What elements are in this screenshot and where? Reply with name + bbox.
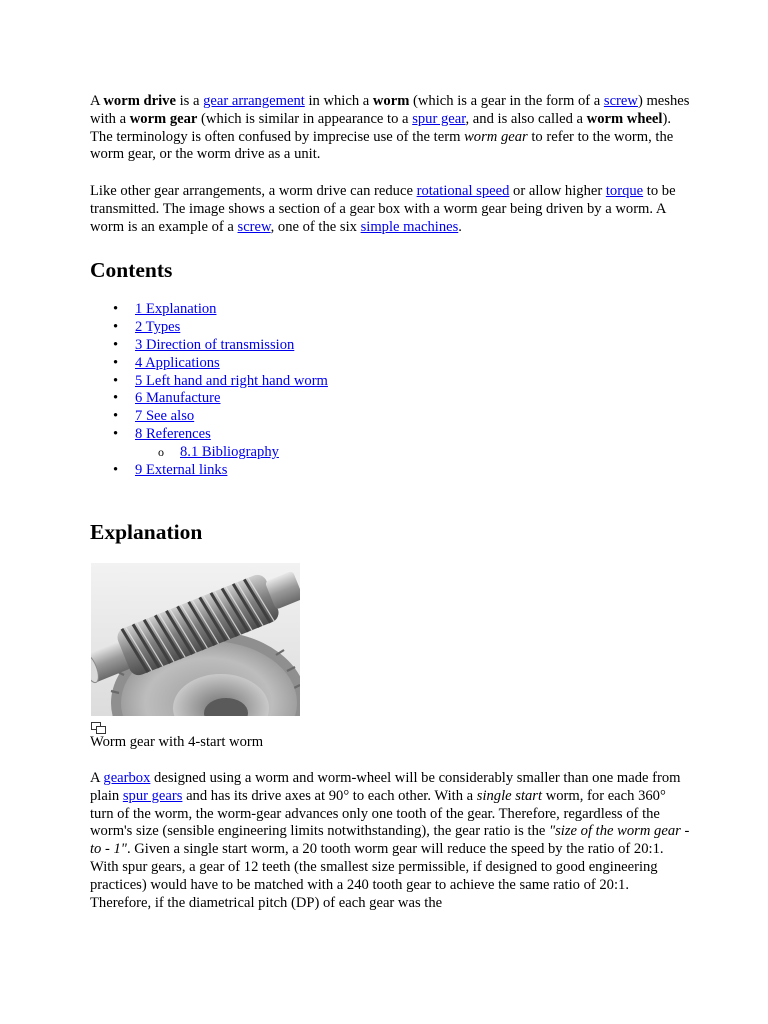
toc-item	[90, 355, 490, 373]
toc-item	[90, 319, 490, 337]
worm-gear-image	[91, 563, 300, 716]
bold-term: worm gear	[129, 110, 198, 127]
bullet-icon: •	[113, 390, 119, 407]
bullet-icon: •	[113, 336, 119, 353]
text-run: A	[90, 770, 104, 786]
toc-item	[90, 337, 490, 355]
text-run: . Given a single start worm, a 20 tooth worm gear will reduce the speed by the ratio of 20:1. With spur gears, a gear of 12 teeth (the smallest size permissible, if designed to good engineering practices) would have to be matched with a 240 tooth gear to achieve the same ratio of 20:1. Therefore, if the diametrical pitch (DP) of each gear was the	[90, 841, 664, 911]
explanation-paragraph-1	[90, 770, 690, 912]
toc-item	[90, 426, 490, 444]
magnify-icon[interactable]	[91, 722, 106, 734]
bullet-icon: •	[113, 372, 119, 389]
text-run: designed using a worm and worm-wheel will be considerably smaller than one made from plain	[90, 770, 681, 804]
bullet-icon: •	[113, 408, 119, 425]
toc-link[interactable]: 4 Applications	[135, 354, 220, 371]
toc-link[interactable]: 9 External links	[135, 462, 228, 479]
toc-link[interactable]: 1 Explanation	[135, 301, 217, 317]
text-run: ). The terminology is often confused by imprecise use of the term	[90, 110, 671, 145]
toc-item	[90, 390, 490, 408]
text-run: .	[458, 218, 462, 235]
text-run: worm, for each 360° turn of the worm, the worm-gear advances only one tooth of the gear. Therefore, regardless of the worm's size (sensible engineering limits notwithstanding), the gear ratio is the	[90, 787, 666, 840]
inline-link[interactable]: simple machines	[360, 218, 459, 235]
intro-paragraph-2	[90, 183, 690, 236]
toc-link[interactable]: 5 Left hand and right hand worm	[135, 372, 328, 389]
toc-link[interactable]: 8.1 Bibliography	[180, 444, 279, 461]
bullet-icon: •	[113, 354, 119, 371]
toc-item	[90, 462, 490, 480]
italic-term: "size of the worm gear - to - 1"	[90, 823, 690, 858]
text-run: , one of the six	[270, 218, 361, 235]
toc-link[interactable]: 3 Direction of transmission	[135, 336, 295, 353]
text-run: , and is also called a	[465, 110, 587, 127]
toc-link[interactable]: 6 Manufacture	[135, 390, 221, 407]
bullet-icon: •	[113, 426, 119, 443]
toc-item	[90, 301, 490, 319]
text-run: (which is similar in appearance to a	[197, 110, 413, 127]
inline-link[interactable]: screw	[237, 218, 271, 235]
toc-link[interactable]: 8 References	[135, 426, 211, 443]
inline-link[interactable]: torque	[605, 183, 644, 199]
italic-term: single start	[476, 787, 543, 804]
toc-item	[90, 408, 490, 426]
bold-term: worm drive	[103, 93, 176, 109]
image-caption: Worm gear with 4-start worm	[90, 734, 264, 750]
text-run: to refer to the worm, the worm gear, or the worm drive as a unit.	[90, 128, 674, 163]
bold-term: worm wheel	[586, 110, 663, 127]
inline-link[interactable]: spur gear	[412, 110, 466, 127]
text-run: (which is a gear in the form of a	[409, 93, 604, 109]
toc-item	[90, 444, 490, 462]
bullet-icon: •	[113, 462, 119, 479]
explanation-heading: Explanation	[90, 520, 203, 544]
inline-link[interactable]: gear arrangement	[203, 93, 305, 109]
toc-link[interactable]: 2 Types	[135, 318, 181, 335]
contents-heading: Contents	[90, 258, 173, 282]
text-run: is a	[175, 93, 204, 109]
text-run: or allow higher	[509, 183, 606, 199]
inline-link[interactable]: screw	[603, 93, 638, 109]
toc-item	[90, 373, 490, 391]
inline-link[interactable]: rotational speed	[416, 183, 510, 199]
text-run: ) meshes with a	[90, 93, 690, 127]
italic-term: worm gear	[464, 128, 528, 145]
text-run: A	[90, 93, 104, 109]
bullet-icon: •	[113, 301, 119, 317]
bullet-icon: •	[113, 318, 119, 335]
table-of-contents	[90, 301, 490, 480]
bullet-icon: o	[158, 445, 164, 460]
text-run: Like other gear arrangements, a worm drive can reduce	[90, 183, 417, 199]
intro-paragraph-1	[90, 93, 690, 164]
inline-link[interactable]: spur gears	[122, 787, 183, 804]
text-run: and has its drive axes at 90° to each other. With a	[182, 787, 477, 804]
toc-link[interactable]: 7 See also	[135, 408, 195, 425]
text-run: to be transmitted. The image shows a section of a gear box with a worm gear being driven by a worm. A worm is an example of a	[90, 183, 676, 235]
bold-term: worm	[372, 93, 410, 109]
inline-link[interactable]: gearbox	[103, 770, 151, 786]
text-run: in which a	[304, 93, 373, 109]
